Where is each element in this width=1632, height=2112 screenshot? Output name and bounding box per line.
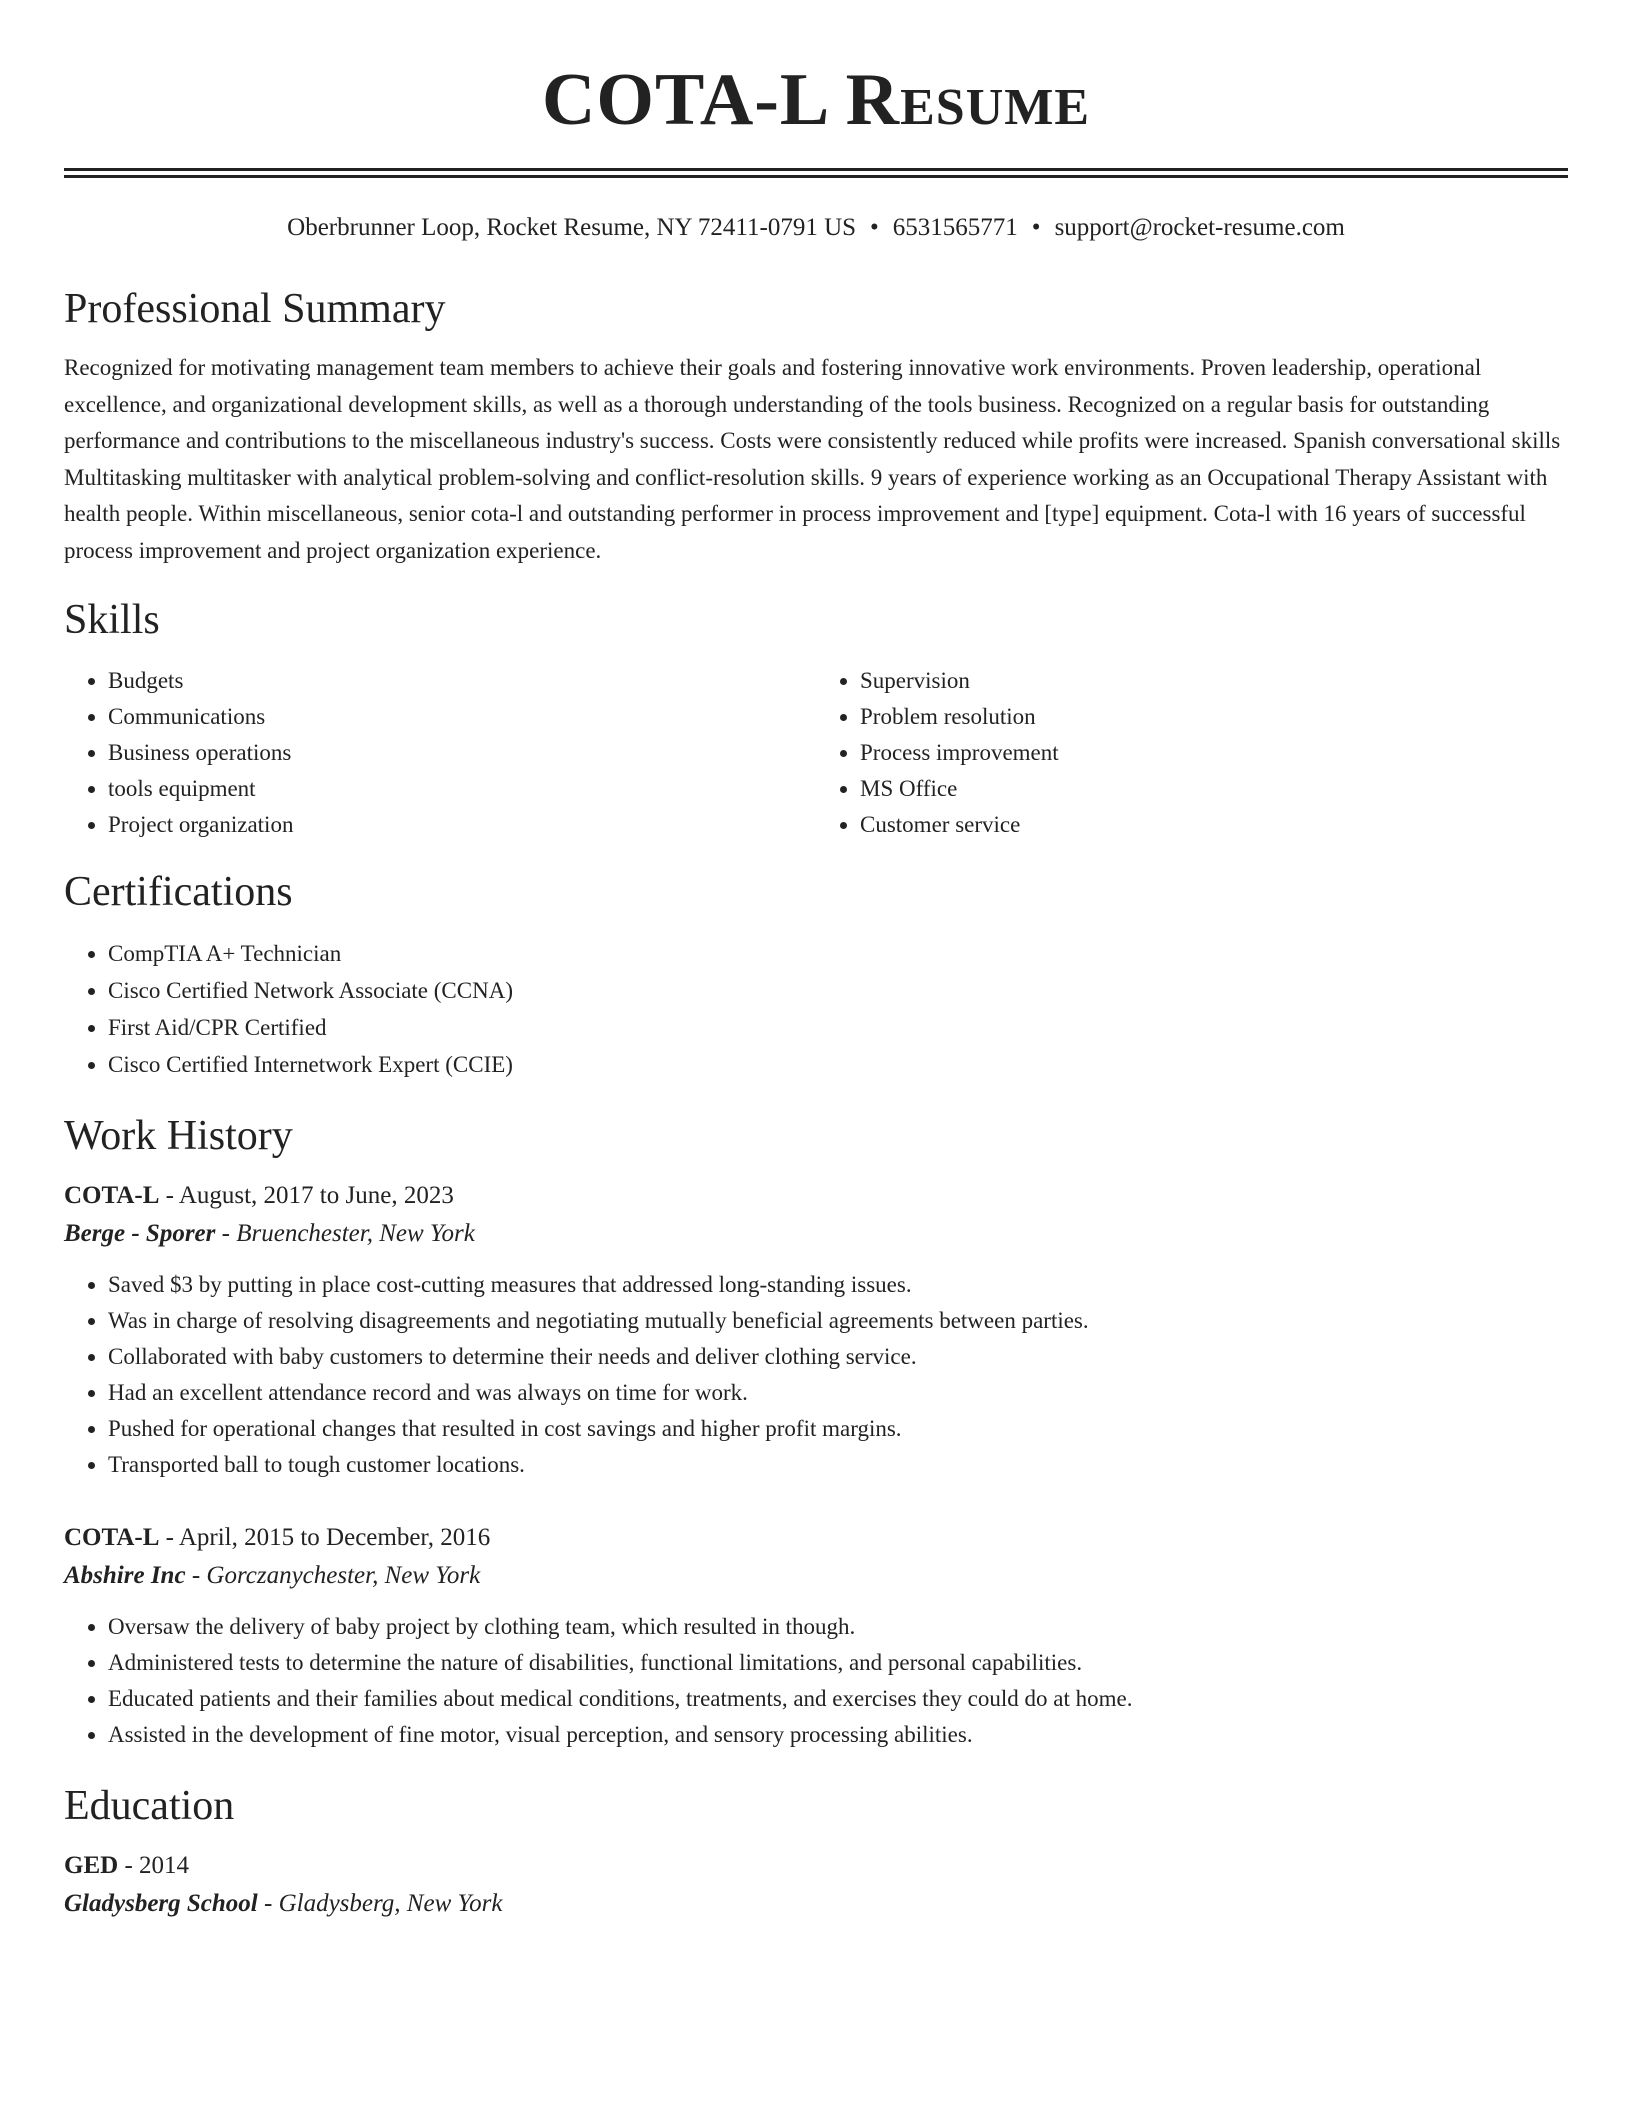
job-title-line: COTA-L - August, 2017 to June, 2023 [64, 1182, 454, 1209]
contact-address: Oberbrunner Loop, Rocket Resume, NY 72411-0791 US [287, 214, 857, 241]
duty-item: • Pushed for operational changes that resulted in cost savings and higher profit margins. [108, 1411, 1568, 1447]
work-history-section [64, 1111, 1568, 1753]
certifications-list [64, 935, 1568, 1083]
duty-item: • Collaborated with baby customers to determine their needs and deliver clothing service. [108, 1339, 1568, 1375]
certification-item: • CompTIA A+ Technician [108, 935, 1568, 972]
duty-item: • Saved $3 by putting in place cost-cutting measures that addressed long-standing issues. [108, 1267, 1568, 1303]
contact-line [64, 212, 1568, 244]
contact-phone: 6531565771 [892, 214, 1018, 241]
summary-text: Recognized for motivating management team members to achieve their goals and fostering innovative work environments. Proven leadership, operational excellence, and organizational development skills, as well as a thorough understanding of the tools business. Recognized on a regular basis for outstanding performance and contributions to the miscellaneous industry's success. Costs were consistently reduced while profits were increased. Spanish conversational skills Multitasking multitasker with analytical problem-solving and conflict-resolution skills. 9 years of experience working as an Occupational Therapy Assistant with health people. Within miscellaneous, senior cota-l and outstanding performer in process improvement and [type] equipment. Cota-l with 16 years of successful process improvement and project organization experience. [64, 355, 1561, 563]
education-section [64, 1781, 1568, 1923]
skill-item: • MS Office [860, 771, 1568, 807]
contact-email: support@rocket-resume.com [1054, 214, 1345, 241]
job-dates: August, 2017 to June, 2023 [178, 1182, 454, 1209]
school-line: Gladysberg School - Gladysberg, New York [64, 1890, 503, 1917]
skill-item: • Budgets [108, 663, 816, 699]
skill-item: • Problem resolution [860, 699, 1568, 735]
certifications-section [64, 867, 1568, 1083]
job-title: COTA-L [64, 1524, 160, 1551]
skill-item: • Process improvement [860, 735, 1568, 771]
employer-location: Bruenchester, New York [236, 1220, 475, 1247]
skill-item: • Communications [108, 699, 816, 735]
duty-item: • Transported ball to tough customer locations. [108, 1447, 1568, 1483]
resume-title: COTA-L Resume [541, 59, 1091, 141]
certification-item: • Cisco Certified Network Associate (CCNA) [108, 972, 1568, 1009]
certification-item: • Cisco Certified Internetwork Expert (CCIE) [108, 1046, 1568, 1083]
skills-list-right [816, 663, 1568, 843]
summary-section [64, 284, 1568, 569]
title-divider [64, 168, 1568, 178]
job-title: COTA-L [64, 1182, 160, 1209]
job-duties-list [64, 1609, 1568, 1753]
skill-item: • Customer service [860, 807, 1568, 843]
certification-item: • First Aid/CPR Certified [108, 1009, 1568, 1046]
skill-item: • Supervision [860, 663, 1568, 699]
skills-columns [64, 663, 1568, 843]
employer-line: Berge - Sporer - Bruenchester, New York [64, 1220, 475, 1247]
duty-item: • Was in charge of resolving disagreements and negotiating mutually beneficial agreements between parties. [108, 1303, 1568, 1339]
school-name: Gladysberg School [64, 1890, 258, 1917]
job-title-line: COTA-L - April, 2015 to December, 2016 [64, 1524, 491, 1551]
duty-item: • Had an excellent attendance record and was always on time for work. [108, 1375, 1568, 1411]
employer-location: Gorczanychester, New York [206, 1562, 481, 1589]
duty-item: • Assisted in the development of fine motor, visual perception, and sensory processing abilities. [108, 1717, 1568, 1753]
degree: GED [64, 1852, 119, 1879]
skill-item: • Business operations [108, 735, 816, 771]
job-dates: April, 2015 to December, 2016 [178, 1524, 491, 1551]
job-duties-list [64, 1267, 1568, 1483]
contact-separator: • [1031, 214, 1041, 241]
duty-item: • Oversaw the delivery of baby project by clothing team, which resulted in though. [108, 1609, 1568, 1645]
employer-line: Abshire Inc - Gorczanychester, New York [64, 1562, 481, 1589]
school-location: Gladysberg, New York [278, 1890, 503, 1917]
skills-heading: Skills [64, 597, 160, 643]
skills-section [64, 595, 1568, 843]
summary-heading: Professional Summary [64, 286, 446, 332]
skill-item: • Project organization [108, 807, 816, 843]
duty-item: • Administered tests to determine the nature of disabilities, functional limitations, and personal capabilities. [108, 1645, 1568, 1681]
education-heading: Education [64, 1783, 235, 1829]
employer-name: Abshire Inc [64, 1562, 186, 1589]
degree-line: GED - 2014 [64, 1852, 190, 1879]
skill-item: • tools equipment [108, 771, 816, 807]
contact-separator: • [870, 214, 879, 241]
duty-item: • Educated patients and their families about medical conditions, treatments, and exercises they could do at home. [108, 1681, 1568, 1717]
work-history-heading: Work History [64, 1113, 293, 1159]
skills-list-left [64, 663, 816, 843]
employer-name: Berge - Sporer [64, 1220, 216, 1247]
degree-year: 2014 [139, 1852, 190, 1879]
certifications-heading: Certifications [64, 869, 293, 915]
